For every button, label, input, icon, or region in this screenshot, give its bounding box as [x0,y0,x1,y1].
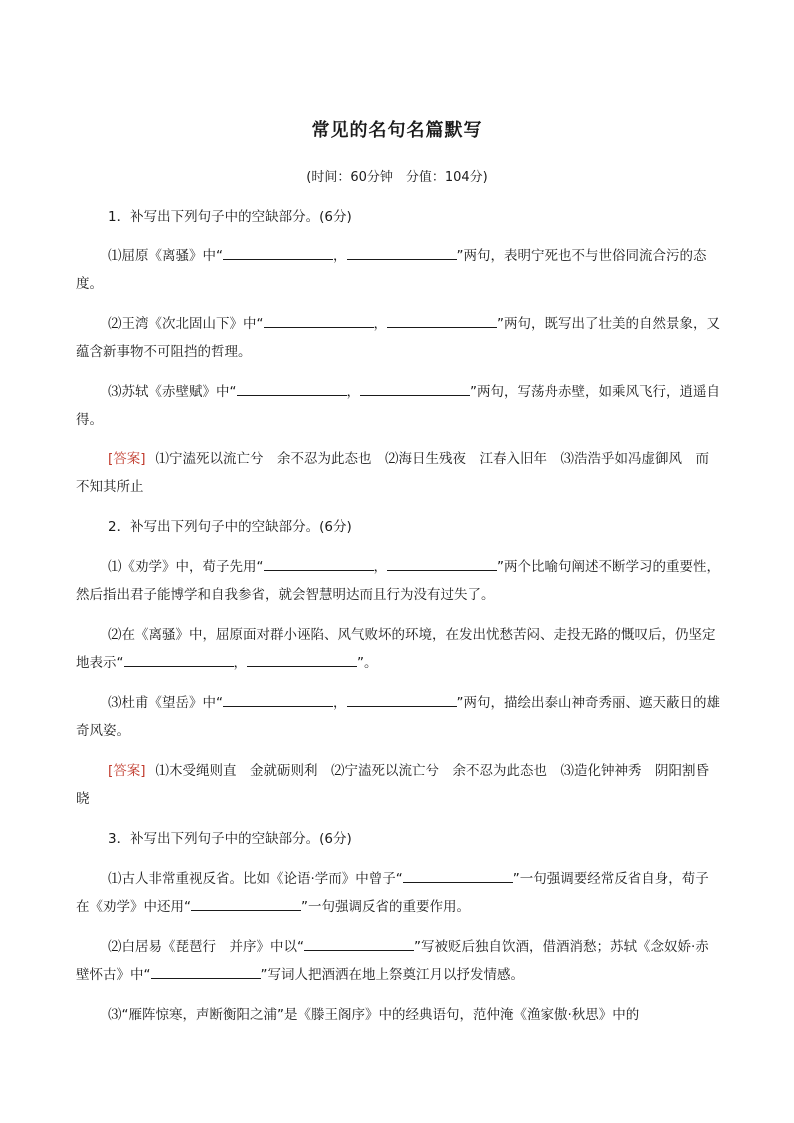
question-2-answer: [答案] ⑴木受绳则直 金就砺则利 ⑵宁溘死以流亡兮 余不忍为此态也 ⑶造化钟神秀 阴阳割昏晓 [76,763,710,807]
question-3-item-2: ⑵白居易《琵琶行 并序》中以“ ”写被贬后独自饮酒，借酒消愁；苏轼《念奴娇·赤壁怀古》中“ ”写词人把酒洒在地上祭奠江月以抒发情感。 [76,933,720,989]
fill-blank[interactable] [237,381,347,396]
fill-blank[interactable] [387,313,497,328]
page-subtitle: (时间：60分钟 分值：104分) [306,170,488,185]
page-title: 常见的名句名篇默写 [311,120,483,141]
question-3-stem: 3．补写出下列句子中的空缺部分。(6分) [108,831,352,847]
fill-blank[interactable] [151,964,261,979]
fill-blank[interactable] [403,868,513,883]
question-2-stem: 2．补写出下列句子中的空缺部分。(6分) [108,519,352,535]
question-1-item-2: ⑵王湾《次北固山下》中“ ， ”两句，既写出了壮美的自然景象，又蕴含新事物不可阻挡的哲理。 [76,310,720,366]
question-2-item-3: ⑶杜甫《望岳》中“ ， ”两句，描绘出泰山神奇秀丽、遮天蔽日的雄奇风姿。 [76,689,720,745]
fill-blank[interactable] [223,692,333,707]
question-3-item-1: ⑴古人非常重视反省。比如《论语·学而》中曾子“ ”一句强调要经常反省自身，荀子在《劝学》中还用“ ”一句强调反省的重要作用。 [76,865,720,921]
question-1-item-1: ⑴屈原《离骚》中“ ， ”两句，表明宁死也不与世俗同流合污的态度。 [76,242,720,298]
fill-blank[interactable] [360,381,470,396]
fill-blank[interactable] [304,936,414,951]
question-2-item-1: ⑴《劝学》中，荀子先用“ ， ”两个比喻句阐述不断学习的重要性，然后指出君子能博学和自我参省，就会智慧明达而且行为没有过失了。 [76,553,720,609]
question-3-item-3: ⑶“雁阵惊寒，声断衡阳之浦”是《滕王阁序》中的经典语句，范仲淹《渔家傲·秋思》中的 [108,1007,640,1023]
question-2-item-2: ⑵在《离骚》中，屈原面对群小诬陷、风气败坏的环境，在发出忧愁苦闷、走投无路的慨叹后，仍坚定地表示“ ， ”。 [76,627,716,671]
question-1-answer: [答案] ⑴宁溘死以流亡兮 余不忍为此态也 ⑵海日生残夜 江春入旧年 ⑶浩浩乎如冯虚御风 而不知其所止 [76,451,710,495]
fill-blank[interactable] [124,652,234,667]
question-1-stem: 1．补写出下列句子中的空缺部分。(6分) [108,209,352,225]
fill-blank[interactable] [387,556,497,571]
fill-blank[interactable] [264,556,374,571]
fill-blank[interactable] [347,245,457,260]
answer-label: [答案] [108,763,146,779]
answer-label: [答案] [108,451,146,467]
fill-blank[interactable] [247,652,357,667]
fill-blank[interactable] [191,896,301,911]
fill-blank[interactable] [347,692,457,707]
fill-blank[interactable] [223,245,333,260]
fill-blank[interactable] [264,313,374,328]
question-1-item-3: ⑶苏轼《赤壁赋》中“ ， ”两句，写荡舟赤壁，如乘风飞行，逍遥自得。 [76,378,720,434]
